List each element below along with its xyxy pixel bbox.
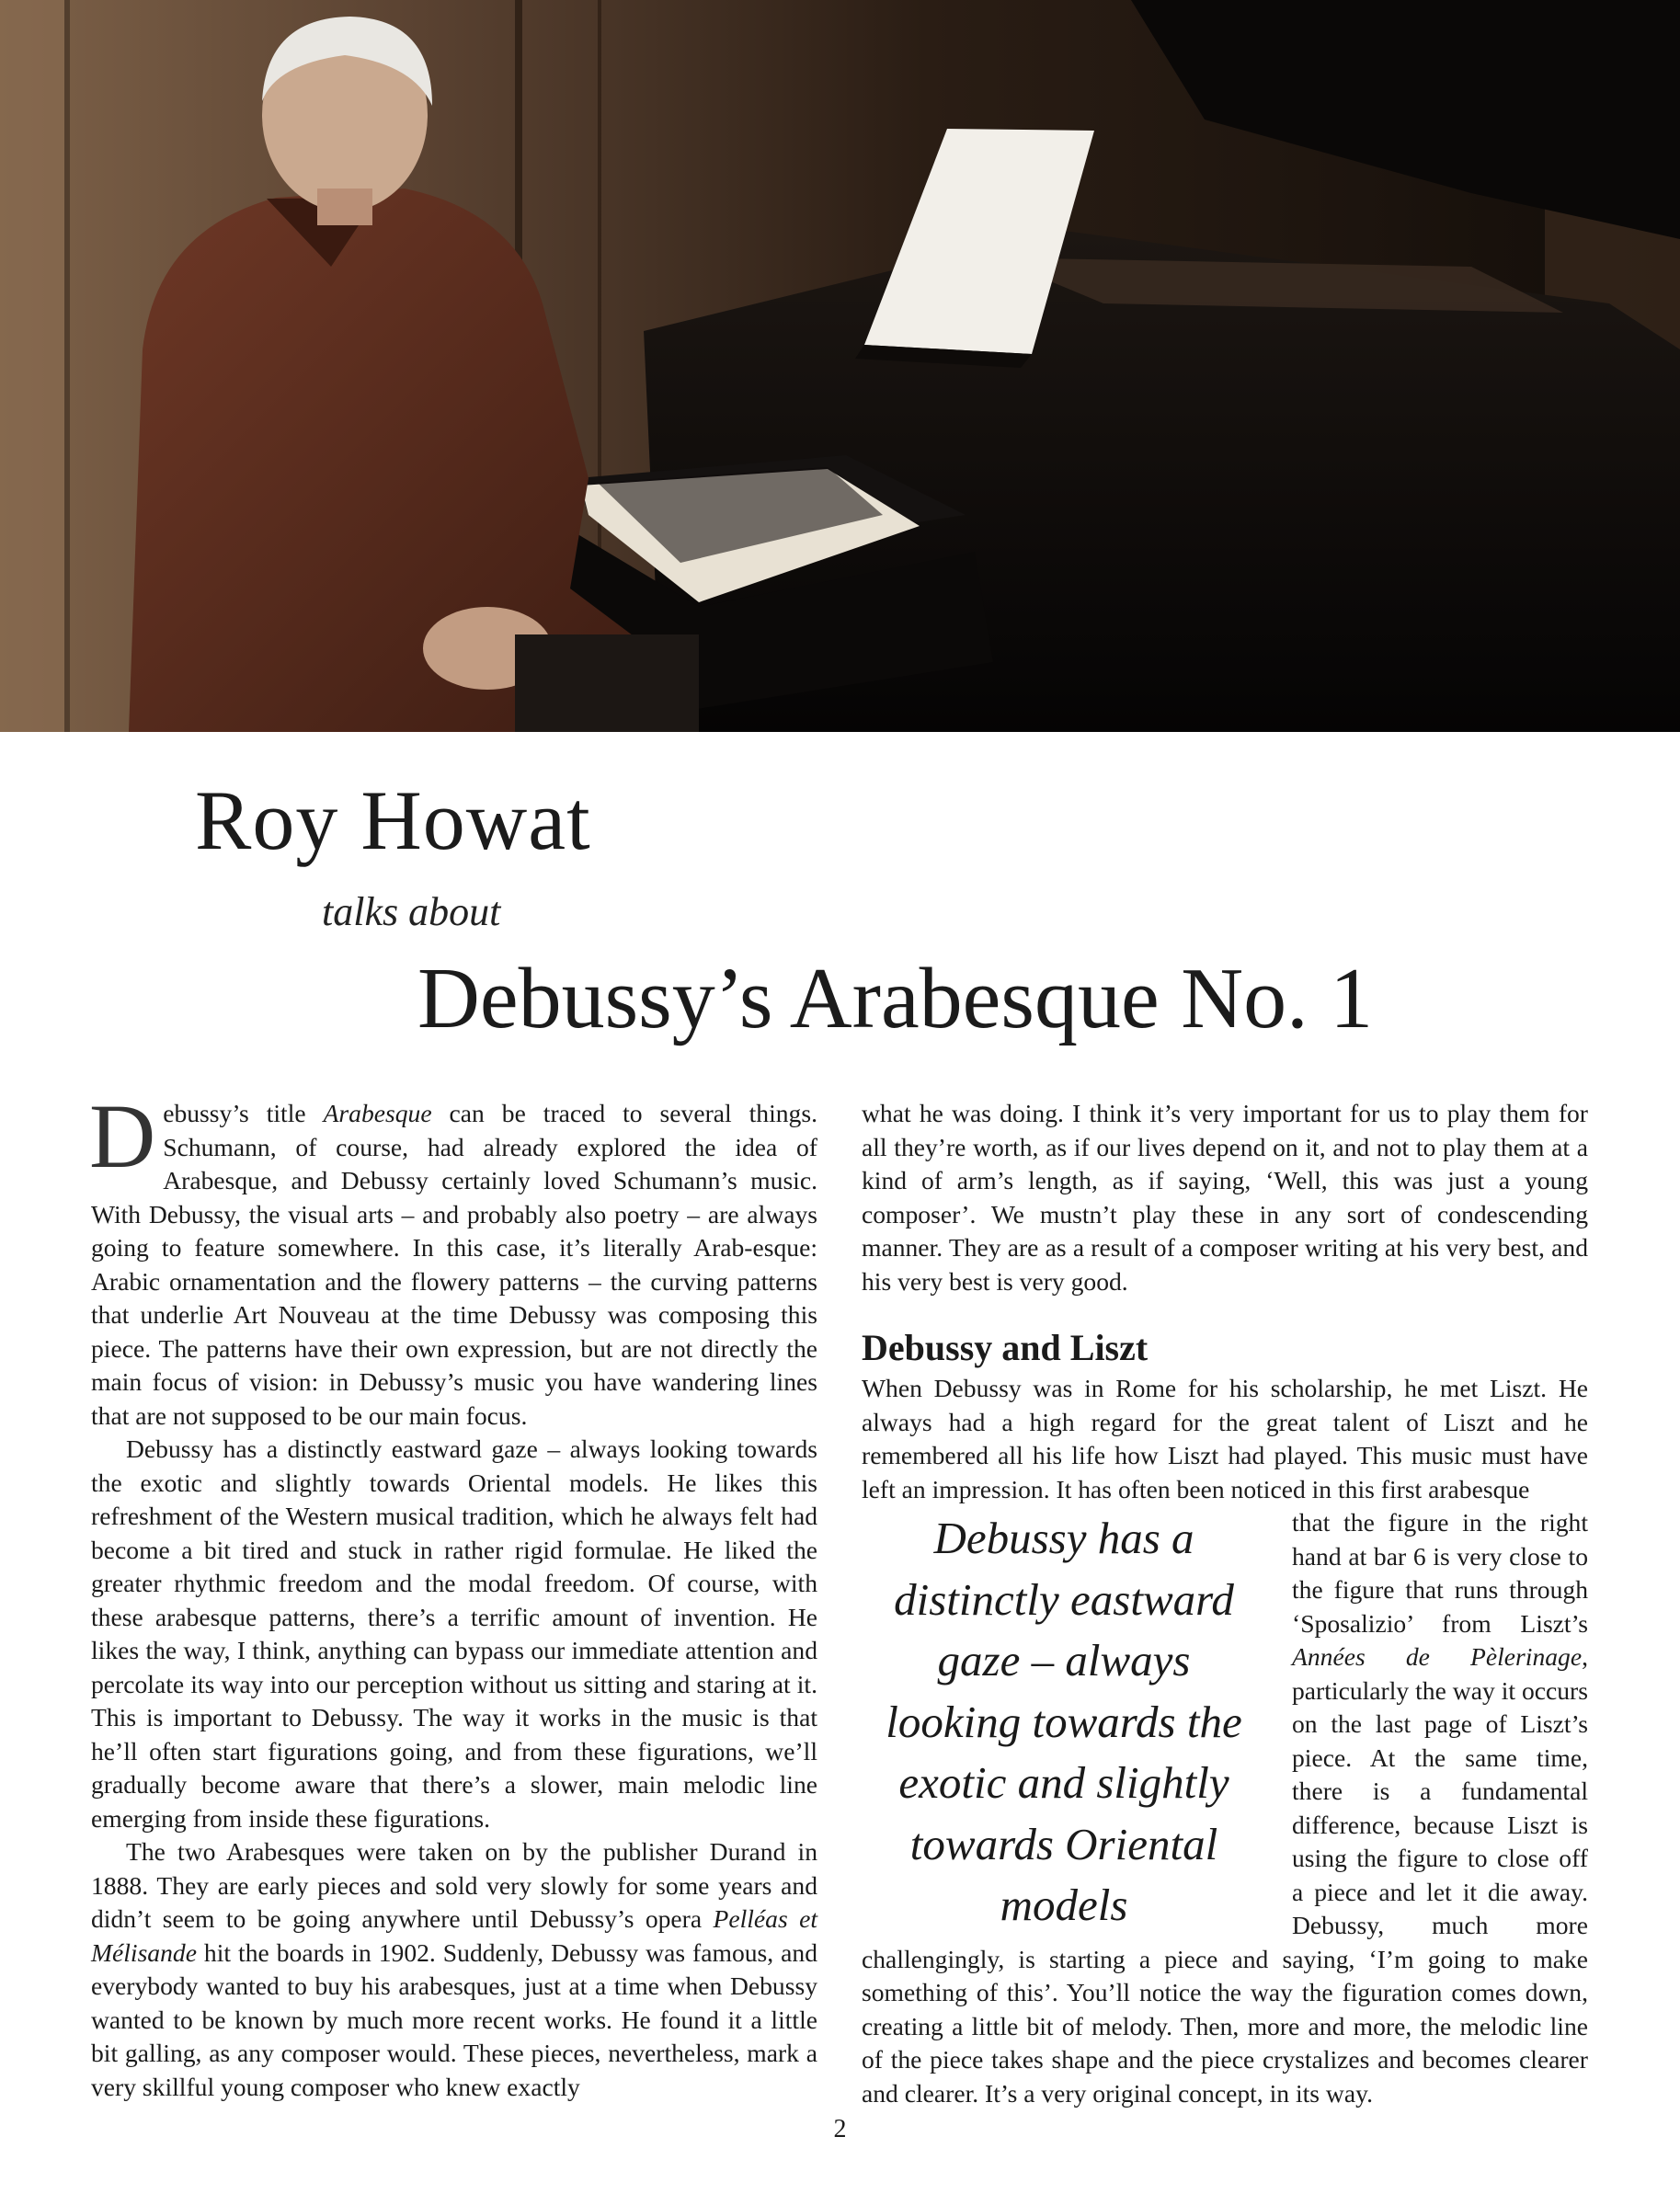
p3-text-tail: hit the boards in 1902. Suddenly, Debussy was famous, and everybody wanted to buy his arabesques, just at a time when Debussy wanted to be known by much more recent works. He found it a little bit galling, as any composer would. These pieces, nevertheless, mark a very skillful young composer who knew exactly bbox=[91, 1937, 817, 2101]
paragraph-3 bbox=[91, 1835, 817, 2104]
pull-quote-line: gaze – always bbox=[937, 1635, 1191, 1685]
pull-quote-line: distinctly eastward bbox=[894, 1573, 1234, 1625]
p1-italic-title: Arabesque bbox=[323, 1099, 432, 1127]
right-column bbox=[862, 1097, 1588, 2110]
drop-cap: D bbox=[89, 1085, 156, 1187]
section-heading: Debussy and Liszt bbox=[862, 1327, 1149, 1368]
pull-quote-line: looking towards the bbox=[886, 1696, 1242, 1747]
liszt-italic-work: Années de Pèlerinage bbox=[1292, 1642, 1583, 1671]
liszt-text-b: that the figure in the right hand at bar 6 is very close to the figure that runs through ‘Sposalizio’ from Liszt’s bbox=[1292, 1508, 1588, 1638]
paragraph-2: Debussy has a distinctly eastward gaze – always looking towards the exotic and slightly towards Oriental models. He likes this refreshment of the Western musical tradition, which he always felt had become a bit tired and stuck in rather rigid formulae. He liked the greater rhythmic freedom and the modal freedom. Of course, with these arabesque patterns, there’s a terrific amount of invention. He likes the way, I think, anything can bypass our immediate attention and percolate its way into our perception without us sitting and staring at it. This is important to Debussy. The way it works in the music is that he’ll often start figurations going, and from these figurations, we’ll gradually become aware that there’s a slower, main melodic line emerging from inside these figurations. bbox=[91, 1434, 817, 1833]
pull-quote-line: Debussy has a bbox=[933, 1513, 1194, 1563]
page-number: 2 bbox=[833, 2115, 847, 2143]
paragraph-continued: what he was doing. I think it’s very important for us to play them for all they’re worth, as if our lives depend on it, and not to play them at a kind of arm’s length, as if saying, ‘Well, this was just a young composer’. We mustn’t play these in any sort of condescending manner. They are as a result of a composer writing at his very best, and his very best is very good. bbox=[862, 1099, 1588, 1296]
paragraph-1 bbox=[89, 1085, 817, 1433]
p3-italic-opera: Pelléas et Mélisande bbox=[91, 1904, 817, 1967]
title-subtitle: talks about bbox=[322, 889, 501, 934]
liszt-text-c: , particularly the way it occurs on the last page of Liszt’s piece. At the same time, there is a fundamental difference, because Liszt is using the figure to close off a piece and let it die away. Debussy, much more challengingly, is starting a piece and saying, ‘I’m going to make something of this’. You’ll notice the way the figuration comes down, creating a little bit of melody. Then, more and more, the melodic line of the piece takes shape and the piece crystalizes and becomes clearer and clearer. It’s a very original concept, in its way. bbox=[862, 1642, 1588, 2108]
article-title: Debussy’s Arabesque No. 1 bbox=[417, 951, 1374, 1046]
p3-text: The two Arabesques were taken on by the publisher Durand in 1888. They are early pieces and sold very slowly for some years and didn’t seem to be going anywhere until Debussy’s opera bbox=[91, 1837, 817, 1933]
pull-quote-line: towards Oriental bbox=[909, 1818, 1218, 1869]
liszt-text-a: When Debussy was in Rome for his scholarship, he met Liszt. He always had a high regard for the great talent of Liszt and he remembered all his life how Liszt had played. This music must have left an impression. It has often been noticed in this first arabesque bbox=[862, 1374, 1588, 1503]
hero-photo bbox=[0, 0, 1680, 732]
paragraph-liszt bbox=[862, 1372, 1588, 2110]
p1-text: ebussy’s title bbox=[163, 1099, 324, 1127]
pull-quote bbox=[862, 1508, 1266, 1931]
hero-illustration bbox=[0, 0, 1680, 732]
p1-text-tail: can be traced to several things. Schumann, of course, had already explored the idea of Arabesque, and Debussy certainly loved Schumann’s music. With Debussy, the visual arts – and probably also poetry – are always going to feature somewhere. In this case, it’s literally Arab-esque: Arabic ornamentation and the flowery patterns – the curving patterns that underlie Art Nouveau at the time Debussy was composing this piece. The patterns have their own expression, but are not directly the main focus of vision: in Debussy’s music you have wandering lines that are not supposed to be our main focus. bbox=[91, 1099, 817, 1430]
left-column bbox=[89, 1085, 817, 2104]
author-name: Roy Howat bbox=[195, 773, 591, 867]
pull-quote-line: exotic and slightly bbox=[898, 1757, 1229, 1808]
pull-quote-line: models bbox=[1000, 1880, 1128, 1930]
